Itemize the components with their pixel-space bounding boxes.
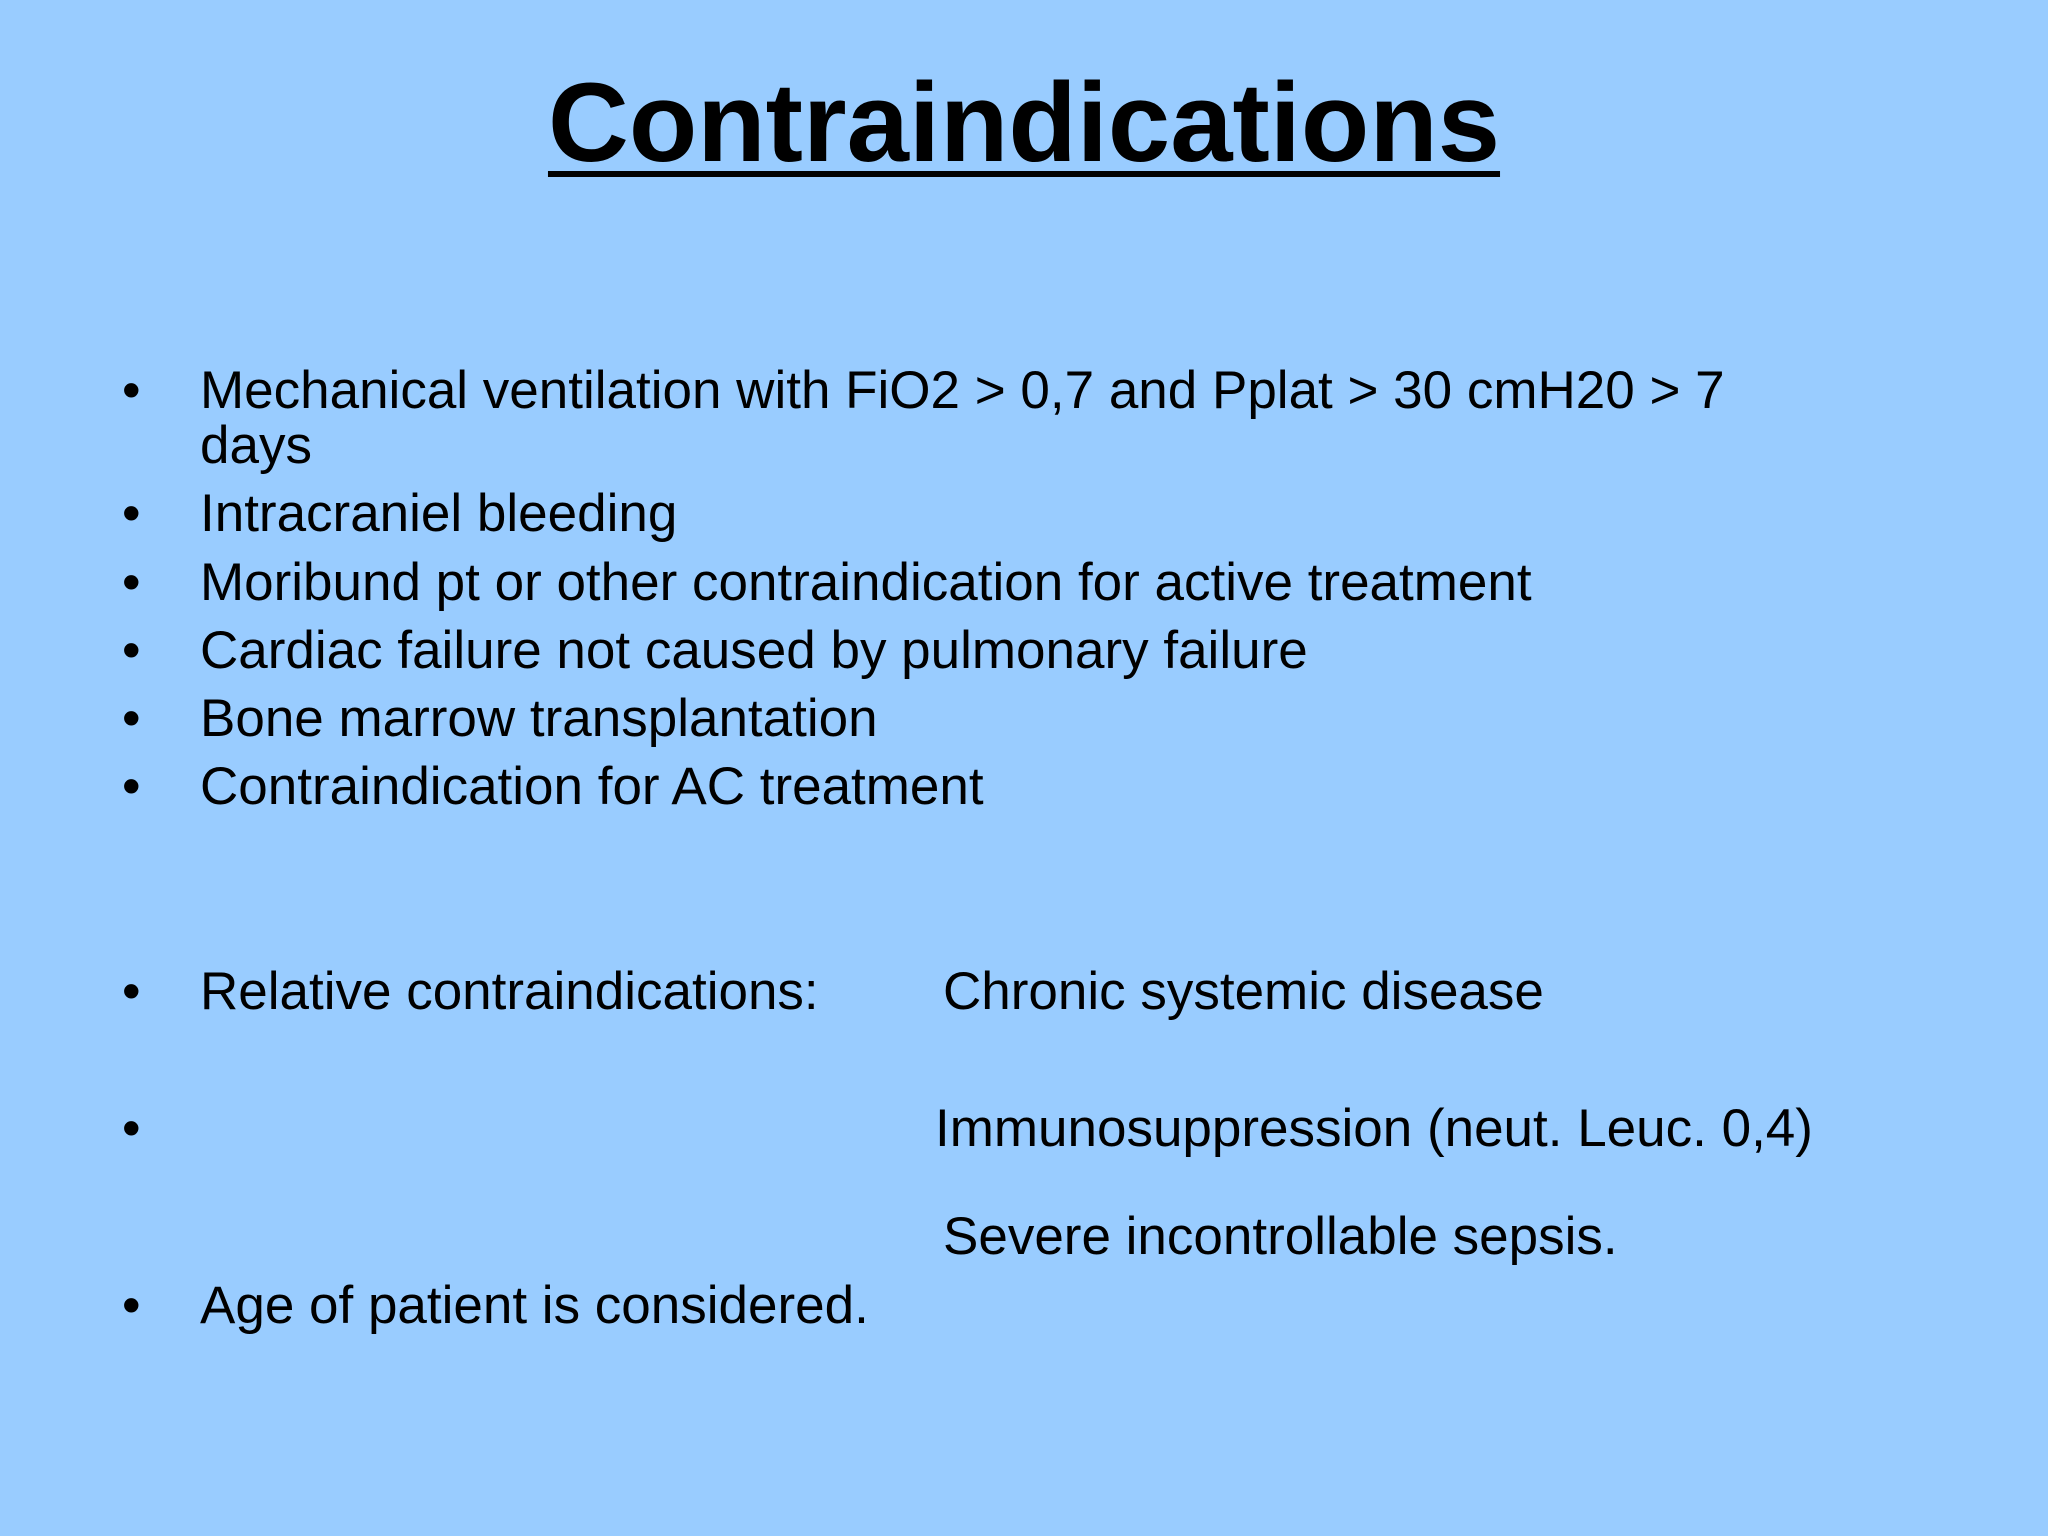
list-item: Mechanical ventilation with FiO2 > 0,7 and Pplat > 30 cmH20 > 7 [200,361,1725,420]
bullet-icon: • [122,621,141,680]
bullet-icon: • [122,553,141,612]
slide-title: Contraindications [547,60,1501,185]
relative-item: Immunosuppression (neut. Leuc. 0,4) [935,1099,1813,1158]
list-item-continuation: days [200,416,312,475]
list-item: Contraindication for AC treatment [200,757,984,816]
bullet-icon: • [122,1276,141,1335]
bullet-icon: • [122,757,141,816]
list-item: Bone marrow transplantation [200,689,878,748]
list-item: Moribund pt or other contraindication for active treatment [200,553,1532,612]
list-item: Intracraniel bleeding [200,484,678,543]
list-item: Cardiac failure not caused by pulmonary failure [200,621,1308,680]
relative-contraindications-label: Relative contraindications: [200,962,819,1021]
relative-item: Chronic systemic disease [943,962,1544,1021]
bullet-icon: • [122,484,141,543]
relative-item: Severe incontrollable sepsis. [943,1207,1618,1266]
bullet-icon: • [122,361,141,420]
bullet-icon: • [122,689,141,748]
bullet-icon: • [122,1099,141,1158]
bullet-icon: • [122,962,141,1021]
age-note: Age of patient is considered. [200,1276,869,1335]
